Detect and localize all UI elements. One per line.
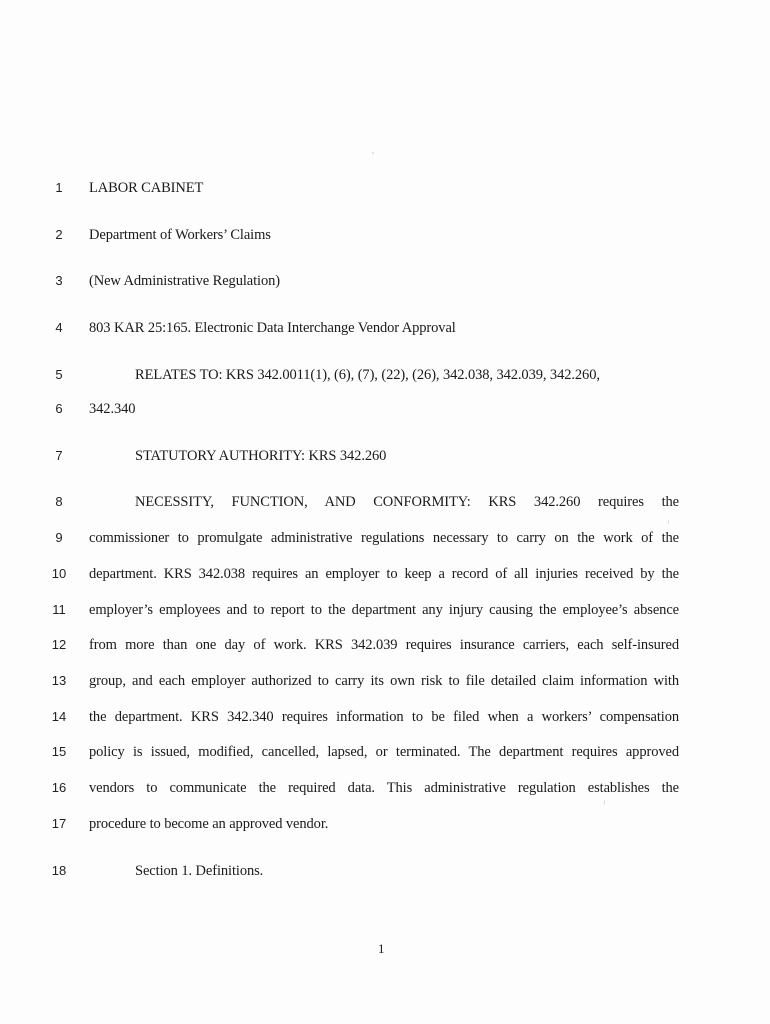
document-line (0, 813, 770, 835)
paragraph-line: employer’s employees and to report to the department any injury causing the employee’s absence (89, 602, 679, 618)
document-line (0, 777, 770, 799)
paragraph-line: department. KRS 342.038 requires an employer to keep a record of all injuries received by the (89, 566, 679, 582)
relates-to-continued: 342.340 (89, 401, 136, 417)
line-number: 3 (55, 273, 63, 288)
paragraph-line: policy is issued, modified, cancelled, lapsed, or terminated. The department requires approved (89, 744, 679, 760)
regulation-title: 803 KAR 25:165. Electronic Data Interchange Vendor Approval (89, 320, 456, 336)
line-number: 4 (55, 320, 63, 335)
scan-speckle (604, 800, 605, 805)
line-number: 9 (55, 530, 63, 545)
document-line (0, 177, 770, 199)
document-line (0, 364, 770, 386)
document-line (0, 860, 770, 882)
line-number: 11 (52, 602, 66, 617)
line-number: 16 (51, 780, 67, 795)
page-number: 1 (378, 941, 385, 956)
document-line (0, 445, 770, 467)
section-heading: Section 1. Definitions. (135, 863, 264, 879)
line-number: 8 (55, 494, 63, 509)
document-line (0, 706, 770, 728)
document-line (0, 224, 770, 246)
statutory-authority: STATUTORY AUTHORITY: KRS 342.260 (135, 448, 387, 464)
paragraph-line: commissioner to promulgate administrative regulations necessary to carry on the work of the (89, 530, 679, 546)
line-number: 10 (51, 566, 67, 581)
line-number: 7 (55, 448, 63, 463)
line-number: 5 (55, 367, 63, 382)
paragraph-line: NECESSITY, FUNCTION, AND CONFORMITY: KRS 342.260 requires the (135, 494, 679, 510)
scan-speckle (668, 520, 669, 524)
document-line (0, 599, 770, 621)
document-line (0, 527, 770, 549)
line-number: 15 (51, 744, 67, 759)
document-line (0, 491, 770, 513)
document-line (0, 741, 770, 763)
paragraph-line: group, and each employer authorized to carry its own risk to file detailed claim information with (89, 673, 679, 689)
line-number: 12 (51, 637, 67, 652)
line-number: 2 (55, 227, 63, 242)
document-line (0, 317, 770, 339)
paragraph-line: from more than one day of work. KRS 342.039 requires insurance carriers, each self-insured (89, 637, 679, 653)
line-number: 13 (51, 673, 67, 688)
document-line (0, 398, 770, 420)
relates-to: RELATES TO: KRS 342.0011(1), (6), (7), (22), (26), 342.038, 342.039, 342.260, (135, 367, 600, 383)
document-line (0, 270, 770, 292)
regulation-type: (New Administrative Regulation) (89, 273, 281, 289)
heading-department: Department of Workers’ Claims (89, 227, 271, 243)
line-number: 6 (55, 401, 63, 416)
paragraph-line: vendors to communicate the required data. This administrative regulation establishes the (89, 780, 679, 796)
line-number: 18 (51, 863, 67, 878)
document-line (0, 670, 770, 692)
line-number: 1 (55, 180, 63, 195)
document-line (0, 634, 770, 656)
line-number: 14 (51, 709, 67, 724)
paragraph-line: the department. KRS 342.340 requires information to be filed when a workers’ compensation (89, 709, 679, 725)
document-line (0, 563, 770, 585)
scan-speckle (372, 152, 374, 154)
line-number: 17 (51, 816, 67, 831)
heading-cabinet: LABOR CABINET (89, 180, 204, 196)
paragraph-line: procedure to become an approved vendor. (89, 816, 329, 832)
